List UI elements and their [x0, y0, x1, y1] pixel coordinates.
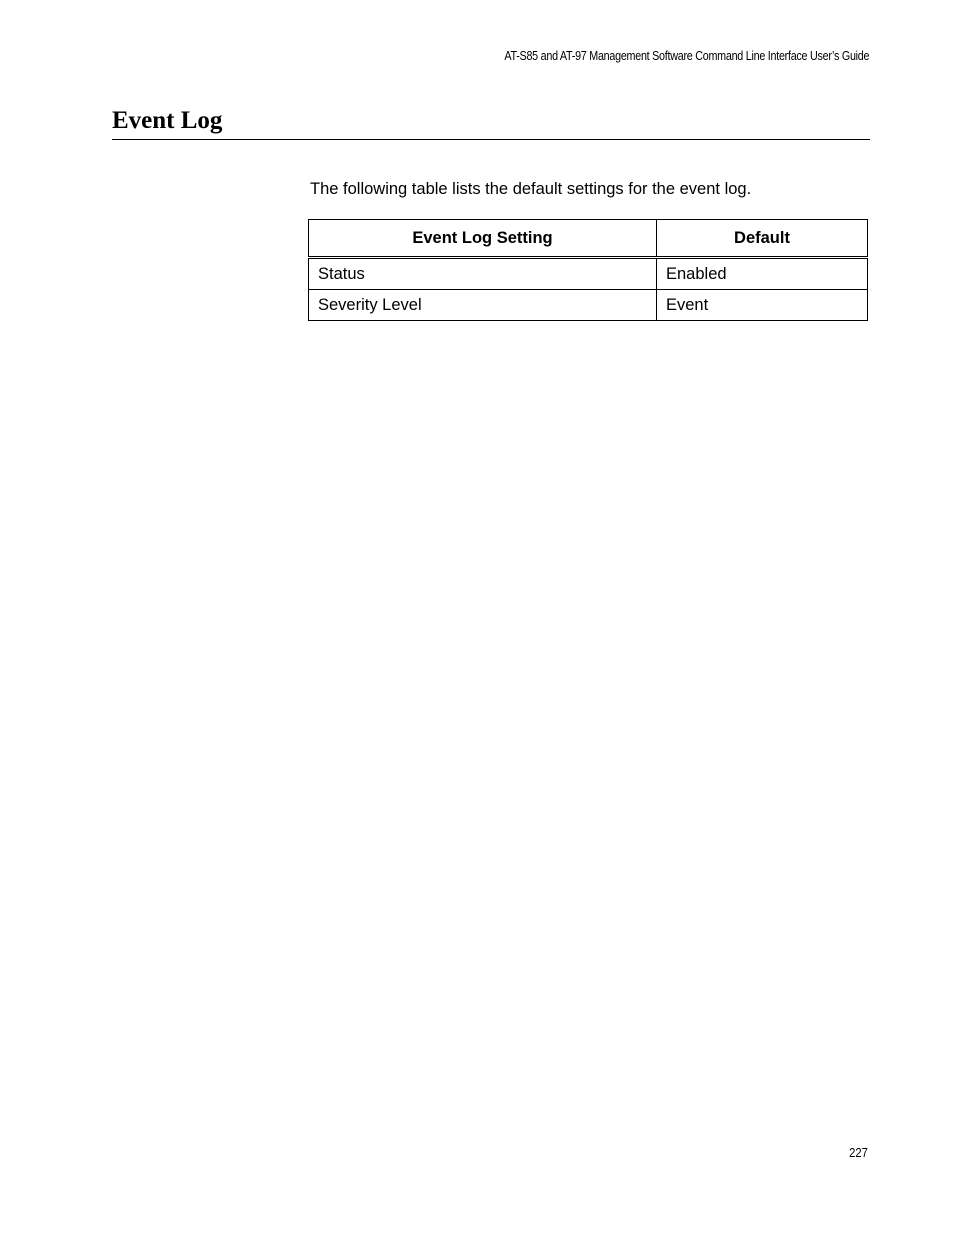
table-cell-setting: Severity Level: [309, 290, 657, 321]
title-divider: [112, 139, 870, 140]
table-row: [309, 290, 868, 321]
table-cell-default: Enabled: [657, 258, 868, 290]
table-cell-default: Event: [657, 290, 868, 321]
running-header: AT-S85 and AT-97 Management Software Command Line Interface User’s Guide: [504, 49, 869, 63]
column-header-setting: Event Log Setting: [309, 220, 657, 258]
intro-paragraph: The following table lists the default settings for the event log.: [310, 180, 752, 198]
section-title: Event Log: [112, 107, 223, 134]
page-number: 227: [849, 1146, 868, 1160]
table-row: [309, 258, 868, 290]
column-header-default: Default: [657, 220, 868, 258]
event-log-defaults-table: [308, 219, 868, 321]
table-header-row: [309, 220, 868, 258]
table-cell-setting: Status: [309, 258, 657, 290]
